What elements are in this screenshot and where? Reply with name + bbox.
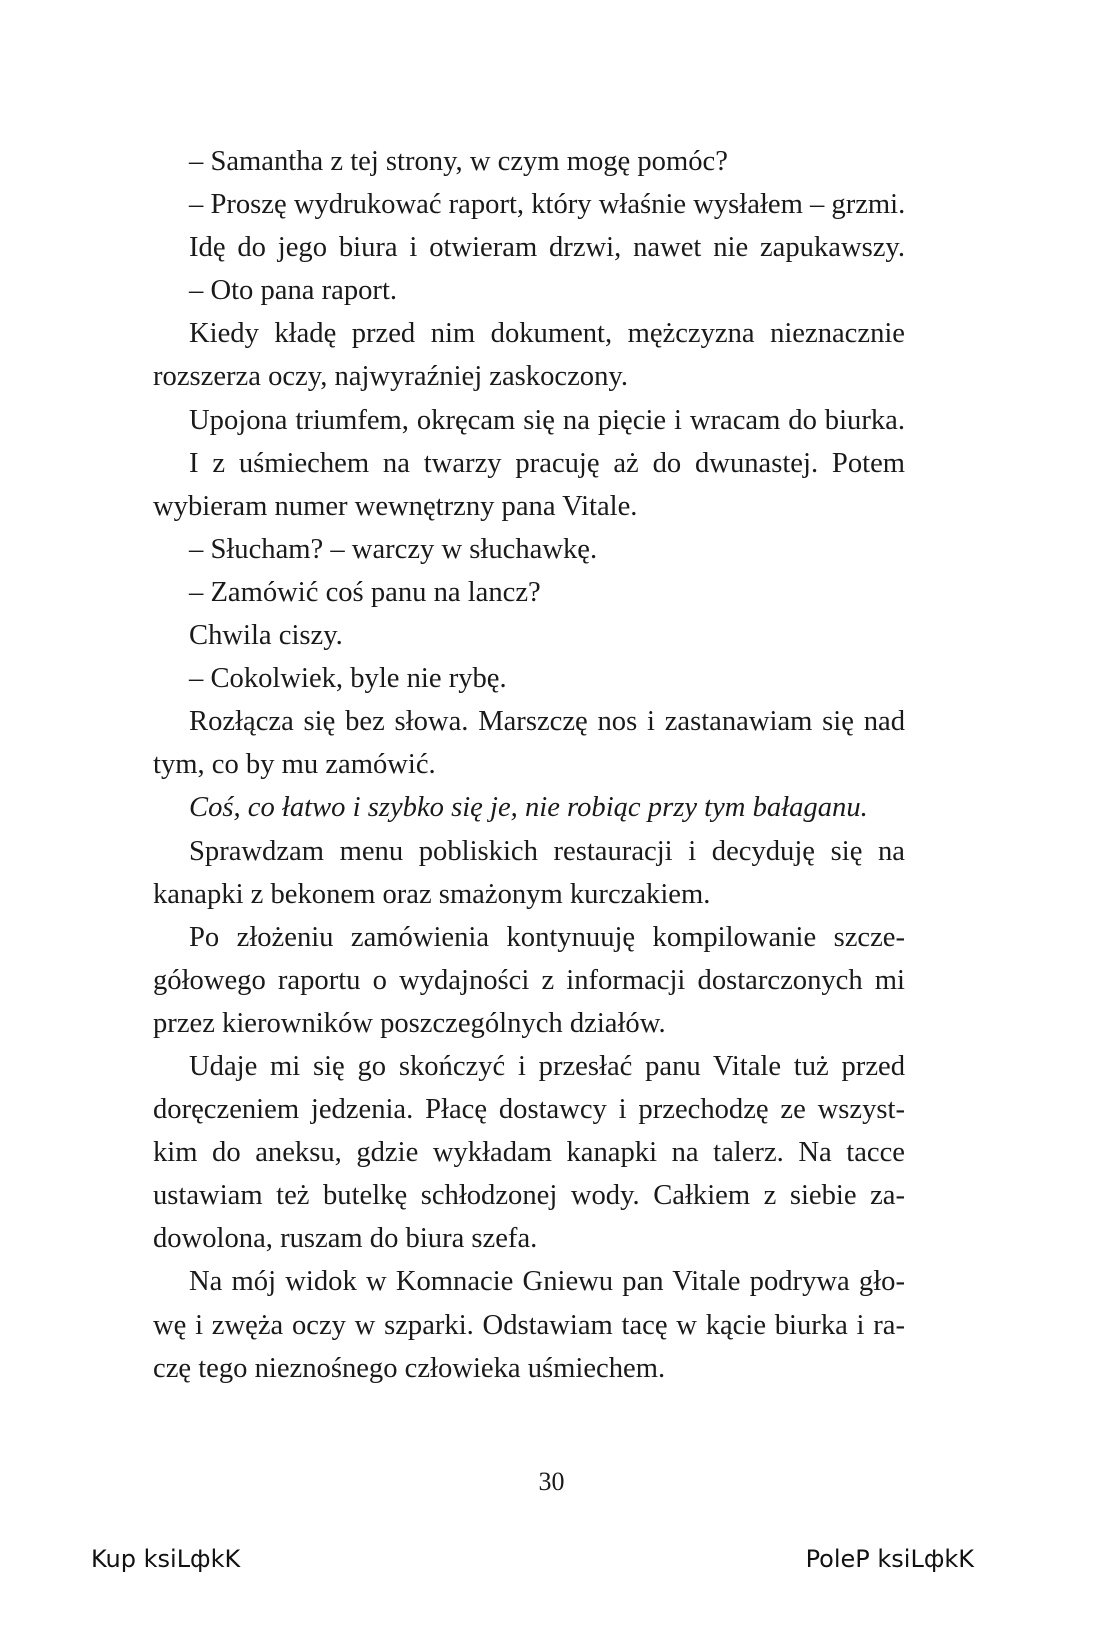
- paragraph-line: rozszerza oczy, najwyraźniej zaskoczony.: [153, 361, 628, 393]
- paragraph-line: wybieram numer wewnętrzny pana Vitale.: [153, 490, 638, 522]
- paragraph-line: Rozłącza się bez słowa. Marszczę nos i zastanawiam się nad: [189, 706, 905, 738]
- paragraph-line: Kiedy kładę przed nim dokument, mężczyzna nieznacznie: [189, 318, 905, 350]
- dialogue-line: – Proszę wydrukować raport, który właśnie wysłałem – grzmi.: [189, 189, 906, 221]
- dialogue-line: – Cokolwiek, byle nie rybę.: [189, 663, 507, 695]
- page-number: 30: [538, 1467, 565, 1496]
- paragraph-line: Udaje mi się go skończyć i przesłać panu Vitale tuż przed: [189, 1050, 905, 1082]
- paragraph-line: Idę do jego biura i otwieram drzwi, nawet nie zapukawszy.: [189, 232, 905, 264]
- paragraph-line: przez kierowników poszczególnych działów.: [153, 1007, 666, 1039]
- paragraph-line: kim do aneksu, gdzie wykładam kanapki na talerz. Na tacce: [153, 1137, 905, 1169]
- italic-thought-line: Coś, co łatwo i szybko się je, nie robiąc przy tym bałaganu.: [189, 792, 868, 824]
- paragraph-line: kanapki z bekonem oraz smażonym kurczakiem.: [153, 878, 711, 910]
- paragraph-line: wę i zwęża oczy w szparki. Odstawiam tacę w kącie biurka i ra-: [153, 1309, 905, 1341]
- dialogue-line: – Oto pana raport.: [189, 275, 398, 307]
- recommend-book-link[interactable]: PoleP ksiLфkK: [805, 1545, 974, 1573]
- paragraph-line: czę tego nieznośnego człowieka uśmiechem.: [153, 1352, 666, 1384]
- dialogue-line: – Samantha z tej strony, w czym mogę pomóc?: [189, 146, 728, 177]
- paragraph-line: Po złożeniu zamówienia kontynuuję kompilowanie szcze-: [189, 921, 905, 953]
- paragraph-line: I z uśmiechem na twarzy pracuję aż do dwunastej. Potem: [189, 447, 905, 479]
- dialogue-line: – Słucham? – warczy w słuchawkę.: [189, 533, 598, 565]
- paragraph-line: doręczeniem jedzenia. Płacę dostawcy i przechodzę ze wszyst-: [153, 1094, 905, 1126]
- body-text: [153, 140, 905, 1390]
- paragraph-line: Sprawdzam menu pobliskich restauracji i decyduję się na: [189, 835, 905, 867]
- paragraph-line: dowolona, ruszam do biura szefa.: [153, 1223, 538, 1255]
- dialogue-line: – Zamówić coś panu na lancz?: [189, 576, 541, 608]
- paragraph-line: tym, co by mu zamówić.: [153, 749, 436, 781]
- paragraph-line: Upojona triumfem, okręcam się na pięcie i wracam do biurka.: [189, 404, 905, 436]
- paragraph-line: gółowego raportu o wydajności z informacji dostarczonych mi: [153, 964, 905, 996]
- paragraph-line: Chwila ciszy.: [189, 620, 343, 652]
- paragraph-line: ustawiam też butelkę schłodzonej wody. Całkiem z siebie za-: [153, 1180, 905, 1212]
- buy-book-link[interactable]: Kup ksiLфkK: [91, 1545, 241, 1573]
- paragraph-line: Na mój widok w Komnacie Gniewu pan Vitale podrywa gło-: [189, 1266, 905, 1298]
